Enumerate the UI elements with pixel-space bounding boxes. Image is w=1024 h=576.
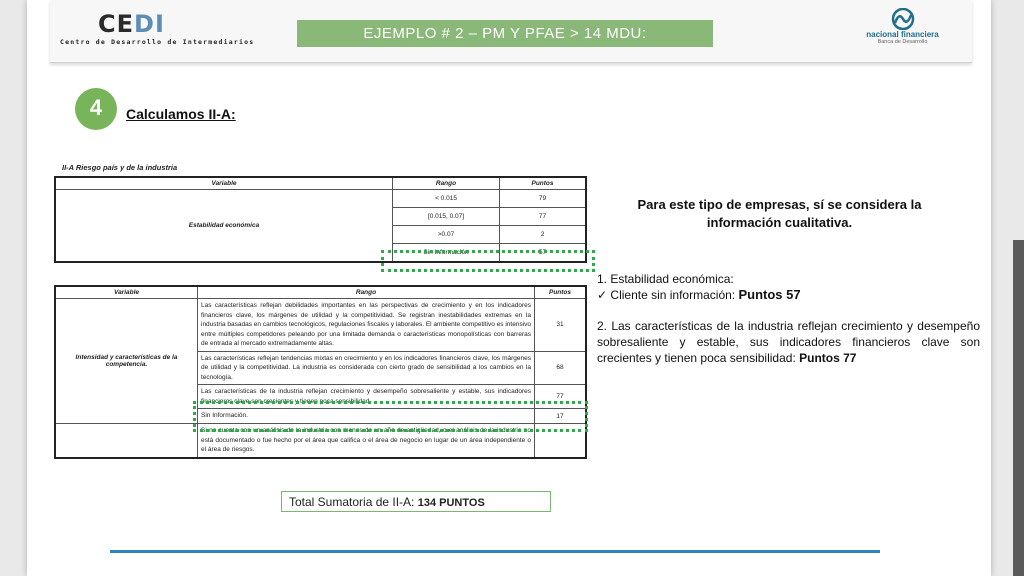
range-cell: Las características de la industria reflejan crecimiento y desempeño sobresaliente y estable, sus indicadores financieros clave son crecientes y tienen poca sensibilidad. — [198, 385, 535, 409]
points-cell: 68 — [535, 351, 587, 385]
qualitative-note: Para este tipo de empresas, sí se considera la información cualitativa. — [637, 197, 922, 230]
section-heading: Calculamos II-A: — [126, 106, 236, 122]
total-label: Total Sumatoria de II-A: — [289, 495, 418, 509]
table-header-row — [55, 286, 586, 299]
item2-points: Puntos 77 — [799, 351, 857, 365]
nafin-name: nacional financiera — [866, 30, 939, 39]
item1-text: Cliente sin información: — [607, 288, 739, 302]
side-edge — [1013, 240, 1024, 576]
table1-caption: II-A Riesgo país y de la industria — [62, 163, 178, 172]
column-header: Puntos — [535, 286, 587, 299]
nafin-logo — [855, 8, 950, 53]
page-title: EJEMPLO # 2 – PM Y PFAE > 14 MDU: — [297, 20, 713, 47]
item1-points: Puntos 57 — [738, 287, 801, 302]
points-cell: 17 — [535, 409, 587, 424]
column-header: Variable — [55, 177, 393, 190]
nafin-emblem-icon — [885, 8, 921, 30]
cedi-logo-subtitle: Centro de Desarrollo de Intermediarios — [60, 38, 255, 46]
points-cell: 57 — [500, 244, 587, 262]
column-header: Puntos — [500, 177, 587, 190]
cedi-logo — [58, 10, 255, 50]
range-cell: Las características reflejan tendencias mixtas en crecimiento y en los indicadores financieros clave, los márgenes de utilidad y la competitividad. La industria es considerada con cierto grado de sensibilidad a los cambios en la tecnología. — [198, 351, 535, 385]
variable-cell: Intensidad y características de la competencia. — [55, 299, 198, 424]
total-sum-box — [281, 491, 551, 512]
competition-intensity-table — [54, 285, 587, 459]
range-cell: Sin Información. — [198, 409, 535, 424]
table-header-row — [55, 177, 586, 190]
total-value: 134 PUNTOS — [417, 497, 485, 509]
item2-paragraph — [597, 318, 980, 366]
table-row — [55, 190, 586, 208]
points-cell: 31 — [535, 299, 587, 352]
points-cell: 79 — [500, 190, 587, 208]
table-row — [55, 299, 586, 352]
range-cell: Sin Información — [393, 244, 500, 262]
highlight-frame — [381, 250, 595, 272]
highlight-frame — [193, 401, 588, 432]
empty-cell — [55, 424, 198, 458]
points-cell: 77 — [500, 208, 587, 226]
explanation-block — [597, 271, 980, 366]
item2-text: 2. Las características de la industria reflejan crecimiento y desempeño sobresaliente y estable, sus indicadores financieros clave son crecientes y tienen poca sensibilidad: — [597, 319, 980, 365]
range-cell: Las características reflejan debilidades importantes en las perspectivas de crecimiento y en los indicadores financieros clave, los márgenes de utilidad y la competitividad. Se registran inestabilidades extremas en la industria basadas en cambios tecnológicos, regulaciones fiscales y laborales. El ambiente competitivo es intensivo entre múltiples competidores peleando por una limitada demanda o características monopolísticas con barreras de entrada al mercado extremadamente altas. — [198, 299, 535, 352]
cedi-logo-text: CEDI — [98, 10, 165, 38]
item1-line — [597, 287, 980, 303]
variable-cell: Estabilidad económica — [55, 190, 393, 262]
range-cell: [0.015, 0.07] — [393, 208, 500, 226]
points-cell: 77 — [535, 385, 587, 409]
footer-divider — [110, 550, 880, 553]
check-icon: ✓ — [597, 288, 608, 302]
footnote-cell: Si no cuenta con un análisis de la industria con menos de un año de antigüedad, o el análisis de la industria no está documentado o fue hecho por el área que califica o el área de negocio en lugar de un área independiente o el área de riesgos. — [198, 424, 535, 458]
column-header: Variable — [55, 286, 198, 299]
range-cell: >0.07 — [393, 226, 500, 244]
points-cell: 2 — [500, 226, 587, 244]
item1-label: 1. Estabilidad económica: — [597, 272, 734, 286]
range-cell: < 0.015 — [393, 190, 500, 208]
nafin-subtitle: Banca de Desarrollo — [877, 39, 928, 45]
column-header: Rango — [393, 177, 500, 190]
column-header: Rango — [198, 286, 535, 299]
step-number-badge: 4 — [75, 88, 117, 130]
